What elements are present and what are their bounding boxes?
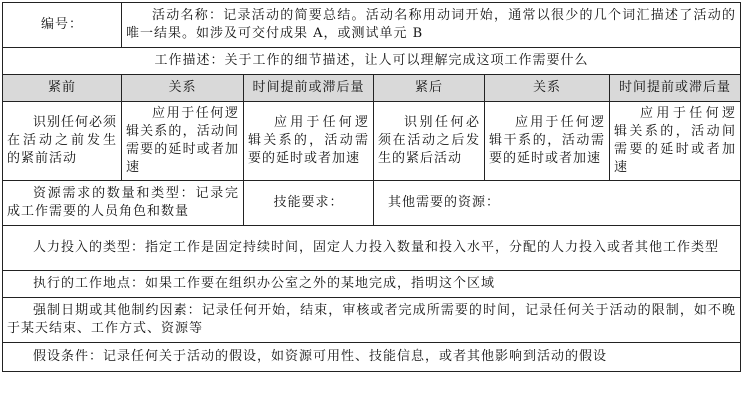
id-label: 编号： bbox=[3, 3, 122, 48]
row-location bbox=[3, 271, 741, 298]
work-description-cell: 工作描述：关于工作的细节描述，让人可以理解完成这项工作需要什么 bbox=[3, 48, 741, 75]
row-resources bbox=[3, 181, 741, 226]
row-dependency-headers bbox=[3, 75, 741, 102]
row-dependency-details bbox=[3, 102, 741, 181]
header-relation-2: 关系 bbox=[485, 75, 610, 102]
header-lead-lag-1: 时间提前或滞后量 bbox=[244, 75, 374, 102]
skill-requirements-cell: 技能要求： bbox=[244, 181, 374, 226]
location-cell: 执行的工作地点：如果工作要在组织办公室之外的某地完成，指明这个区域 bbox=[3, 271, 741, 298]
resource-requirements-cell: 资源需求的数量和类型：记录完成工作需要的人员角色和数量 bbox=[3, 181, 244, 226]
row-id-activity-name bbox=[3, 3, 741, 48]
other-resources-cell: 其他需要的资源： bbox=[374, 181, 741, 226]
row-assumptions bbox=[3, 343, 741, 372]
lead-lag-2-desc: 应用于任何逻辑关系的，活动间需要的延时或者加速 bbox=[610, 102, 741, 181]
relation-1-desc: 应用于任何逻辑关系的，活动间需要的延时或者加速 bbox=[122, 102, 244, 181]
row-labor-type bbox=[3, 226, 741, 271]
row-work-description bbox=[3, 48, 741, 75]
header-successor: 紧后 bbox=[374, 75, 485, 102]
successor-desc: 识别任何必须在活动之后发生的紧后活动 bbox=[374, 102, 485, 181]
activity-name-cell: 活动名称：记录活动的简要总结。活动名称用动词开始，通常以很少的几个词汇描述了活动的唯一结果。如涉及可交付成果 A，或测试单元 B bbox=[122, 3, 741, 48]
labor-type-cell: 人力投入的类型：指定工作是固定持续时间，固定人力投入数量和投入水平，分配的人力投入或者其他工作类型 bbox=[3, 226, 741, 271]
constraints-cell: 强制日期或其他制约因素：记录任何开始，结束，审核或者完成所需要的时间，记录任何关于活动的限制，如不晚于某天结束、工作方式、资源等 bbox=[3, 298, 741, 343]
lead-lag-1-desc: 应用于任何逻辑关系的，活动需要的延时或者加速 bbox=[244, 102, 374, 181]
relation-2-desc: 应用于任何逻辑干系的，活动需要的延时或者加速 bbox=[485, 102, 610, 181]
activity-attributes-form bbox=[2, 2, 740, 402]
header-predecessor: 紧前 bbox=[3, 75, 122, 102]
assumptions-cell: 假设条件：记录任何关于活动的假设，如资源可用性、技能信息，或者其他影响到活动的假设 bbox=[3, 343, 741, 372]
activity-attributes-table bbox=[2, 2, 741, 372]
predecessor-desc: 识别任何必须在活动之前发生的紧前活动 bbox=[3, 102, 122, 181]
row-constraints bbox=[3, 298, 741, 343]
header-relation-1: 关系 bbox=[122, 75, 244, 102]
header-lead-lag-2: 时间提前或滞后量 bbox=[610, 75, 741, 102]
